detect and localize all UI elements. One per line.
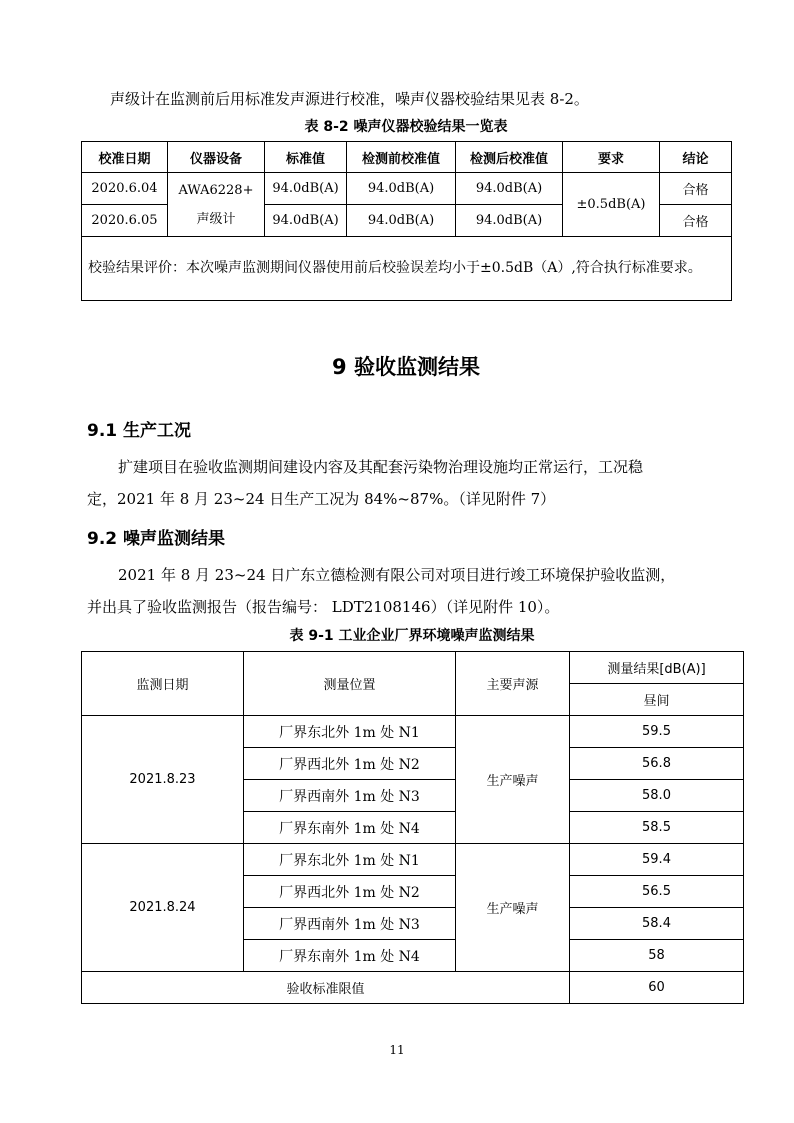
device-model: AWA6228+ <box>178 182 254 198</box>
calibration-date: 2020.6.05 <box>82 205 168 237</box>
limit-value: 60 <box>570 972 744 1004</box>
header-main-source: 主要声源 <box>456 652 570 716</box>
measurement-location: 厂界东北外 1m 处 N1 <box>244 716 456 748</box>
header-location: 测量位置 <box>244 652 456 716</box>
evaluation-row <box>82 237 732 301</box>
table-row <box>82 173 732 205</box>
before-value: 94.0dB(A) <box>347 205 456 237</box>
conclusion-value: 合格 <box>660 205 732 237</box>
instrument-calibration-table <box>81 141 732 301</box>
section-9-2-title: 9.2 噪声监测结果 <box>87 529 226 549</box>
header-before-value: 检测前校准值 <box>347 142 456 173</box>
measurement-location: 厂界西北外 1m 处 N2 <box>244 748 456 780</box>
measurement-location: 厂界东北外 1m 处 N1 <box>244 844 456 876</box>
noise-value: 58 <box>570 940 744 972</box>
measurement-location: 厂界西北外 1m 处 N2 <box>244 876 456 908</box>
device-type: 声级计 <box>196 211 236 227</box>
main-noise-source: 生产噪声 <box>456 844 570 972</box>
after-value: 94.0dB(A) <box>456 205 563 237</box>
measurement-location: 厂界东南外 1m 处 N4 <box>244 812 456 844</box>
noise-value: 59.5 <box>570 716 744 748</box>
device-cell <box>168 173 265 237</box>
measurement-location: 厂界西南外 1m 处 N3 <box>244 908 456 940</box>
noise-value: 59.4 <box>570 844 744 876</box>
noise-value: 58.0 <box>570 780 744 812</box>
section-9-2-line-2: 并出具了验收监测报告（报告编号： LDT2108146）（详见附件 10）。 <box>87 598 560 616</box>
section-9-1-title: 9.1 生产工况 <box>87 421 192 441</box>
header-requirement: 要求 <box>563 142 660 173</box>
calibration-date: 2020.6.04 <box>82 173 168 205</box>
table-9-1-caption: 表 9-1 工业企业厂界环境噪声监测结果 <box>289 628 535 644</box>
header-daytime: 昼间 <box>570 684 744 716</box>
section-9-title: 9 验收监测结果 <box>332 355 480 379</box>
measurement-location: 厂界西南外 1m 处 N3 <box>244 780 456 812</box>
page-number: 11 <box>389 1043 405 1057</box>
table-header-row <box>82 142 732 173</box>
noise-value: 58.4 <box>570 908 744 940</box>
table-8-2-caption: 表 8-2 噪声仪器校验结果一览表 <box>304 119 508 135</box>
conclusion-value: 合格 <box>660 173 732 205</box>
monitoring-date: 2021.8.24 <box>82 844 244 972</box>
noise-value: 56.5 <box>570 876 744 908</box>
requirement-value: ±0.5dB(A) <box>563 173 660 237</box>
before-value: 94.0dB(A) <box>347 173 456 205</box>
noise-monitoring-table <box>81 651 744 1004</box>
section-9-1-line-2: 定，2021 年 8 月 23~24 日生产工况为 84%~87%。（详见附件 7） <box>87 490 556 508</box>
noise-value: 58.5 <box>570 812 744 844</box>
standard-value: 94.0dB(A) <box>265 205 347 237</box>
monitoring-date: 2021.8.23 <box>82 716 244 844</box>
main-noise-source: 生产噪声 <box>456 716 570 844</box>
header-standard-value: 标准值 <box>265 142 347 173</box>
standard-value: 94.0dB(A) <box>265 173 347 205</box>
measurement-location: 厂界东南外 1m 处 N4 <box>244 940 456 972</box>
limit-row <box>82 972 744 1004</box>
header-after-value: 检测后校准值 <box>456 142 563 173</box>
section-9-1-line-1: 扩建项目在验收监测期间建设内容及其配套污染物治理设施均正常运行，工况稳 <box>118 458 644 476</box>
noise-value: 56.8 <box>570 748 744 780</box>
header-monitoring-date: 监测日期 <box>82 652 244 716</box>
table-row <box>82 844 744 876</box>
intro-paragraph: 声级计在监测前后用标准发声源进行校准，噪声仪器校验结果见表 8-2。 <box>110 90 589 108</box>
after-value: 94.0dB(A) <box>456 173 563 205</box>
header-result: 测量结果[dB(A)] <box>570 652 744 684</box>
limit-label: 验收标准限值 <box>82 972 570 1004</box>
header-calibration-date: 校准日期 <box>82 142 168 173</box>
header-device: 仪器设备 <box>168 142 265 173</box>
evaluation-text: 校验结果评价：本次噪声监测期间仪器使用前后校验误差均小于±0.5dB（A）,符合执行标准要求。 <box>82 237 732 301</box>
table-header-row <box>82 652 744 684</box>
section-9-2-line-1: 2021 年 8 月 23~24 日广东立德检测有限公司对项目进行竣工环境保护验收监测， <box>118 566 676 584</box>
header-conclusion: 结论 <box>660 142 732 173</box>
table-row <box>82 716 744 748</box>
